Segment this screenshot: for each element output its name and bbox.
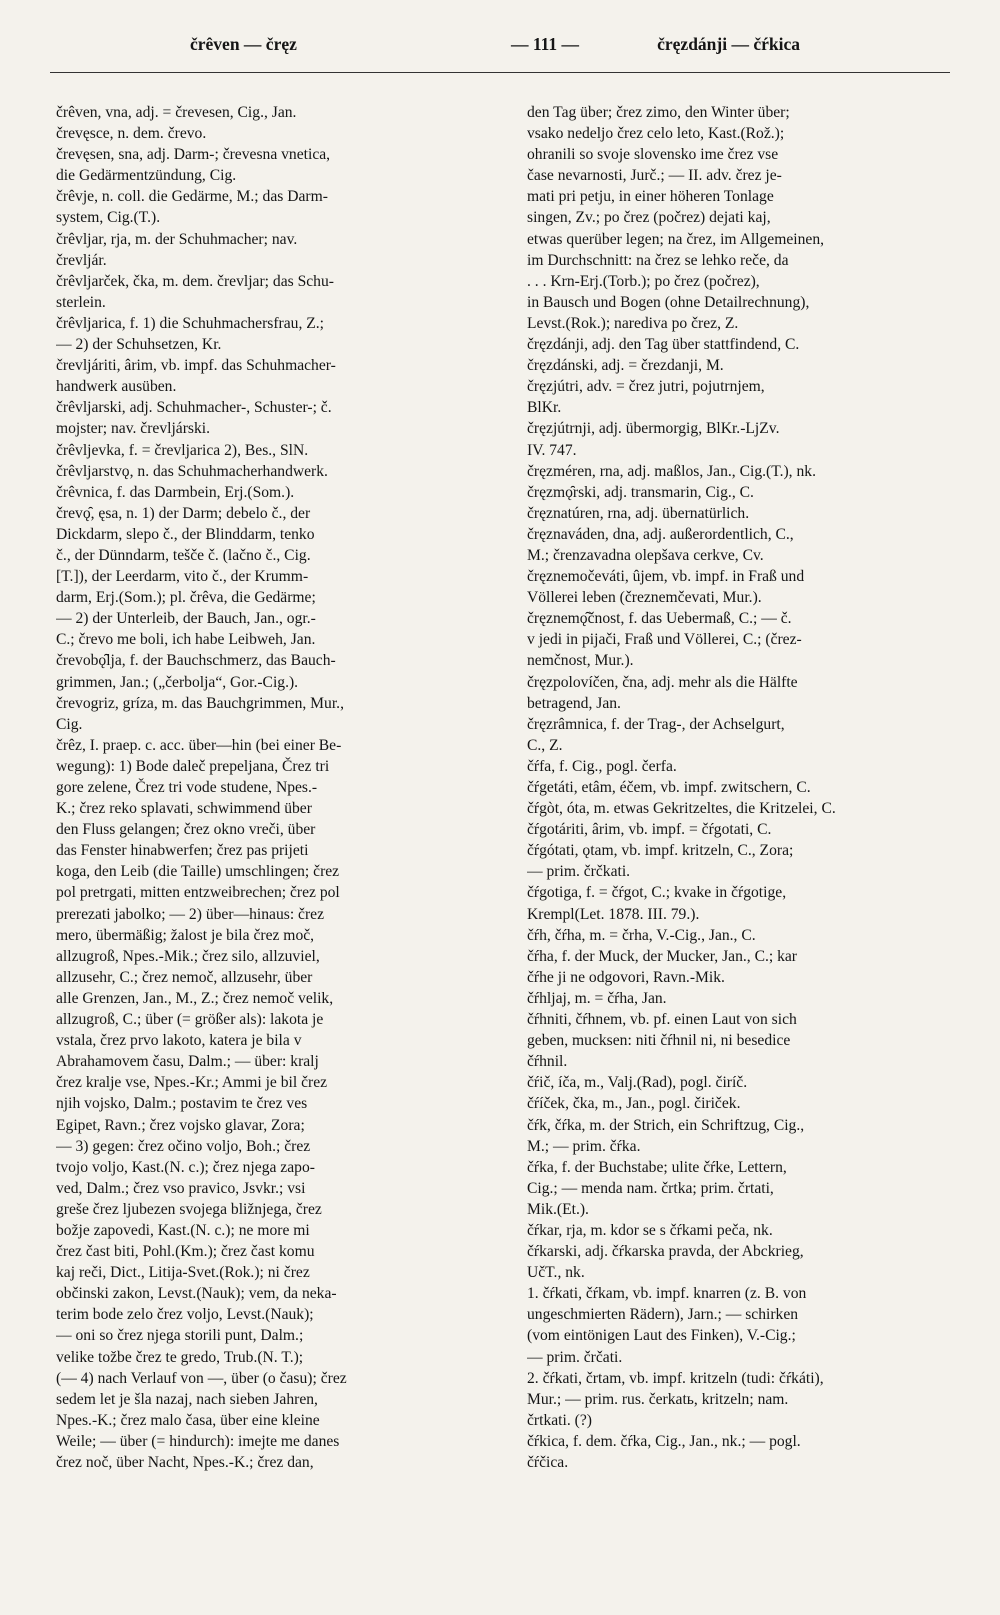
text-line: črêvnica, f. das Darmbein, Erj.(Som.). xyxy=(56,483,295,501)
text-line: Egipet, Ravn.; črez vojsko glavar, Zora; xyxy=(56,1116,305,1134)
text-line: — prim. črčati. xyxy=(527,1348,623,1366)
left-column xyxy=(56,102,491,1473)
text-line: čŕič, íča, m., Valj.(Rad), pogl. čiríč. xyxy=(527,1074,748,1092)
text-line: čŕk, čŕka, m. der Strich, ein Schriftzug, Cig., xyxy=(527,1116,805,1134)
text-line: njih vojsko, Dalm.; postavim te črez ves xyxy=(56,1095,308,1113)
text-line: singen, Zv.; po črez (počrez) dejati kaj, xyxy=(527,209,771,227)
text-line: čręzméren, rna, adj. maßlos, Jan., Cig.(T.), nk. xyxy=(527,462,816,480)
text-line: čŕkar, rja, m. kdor se s čŕkami peča, nk. xyxy=(527,1221,773,1239)
text-line: den Fluss gelangen; črez okno vreči, über xyxy=(56,821,316,839)
text-line: kaj reči, Dict., Litija-Svet.(Rok.); ni črez xyxy=(56,1264,310,1282)
text-line: črêvljar, rja, m. der Schuhmacher; nav. xyxy=(56,230,298,248)
text-line: C., Z. xyxy=(527,736,563,754)
text-line: čŕkica, f. dem. čŕka, Cig., Jan., nk.; — pogl. xyxy=(527,1432,801,1450)
text-line: čręzjútrnji, adj. übermorgig, BlKr.-LjZv. xyxy=(527,420,780,438)
text-line: čręznemočeváti, ûjem, vb. impf. in Fraß und xyxy=(527,568,805,586)
text-line: greše črez ljubezen svojega bližnjega, črez xyxy=(56,1200,322,1218)
text-line: č., der Dünndarm, tešče č. (lačno č., Cig. xyxy=(56,546,311,564)
text-line: BlKr. xyxy=(527,399,562,417)
text-line: čręzdánji, adj. den Tag über stattfindend, C. xyxy=(527,336,800,354)
text-line: allzusehr, C.; črez nemoč, allzusehr, über xyxy=(56,968,313,986)
text-line: IV. 747. xyxy=(527,441,577,459)
text-line: črêz, I. praep. c. acc. über—hin (bei einer Be- xyxy=(56,736,342,754)
text-line: črez noč, über Nacht, Npes.-K.; črez dan, xyxy=(56,1454,314,1471)
text-line: darm, Erj.(Som.); pl. črêva, die Gedärme; xyxy=(56,589,316,607)
text-line: črêvljarstvǫ, n. das Schuhmacherhandwerk. xyxy=(56,462,328,480)
text-line: das Fenster hinabwerfen; črez pas prijeti xyxy=(56,842,309,860)
text-line: (— 4) nach Verlauf von —, über (o času); črez xyxy=(56,1369,347,1387)
text-line: črevobǫ̑lja, f. der Bauchschmerz, das Bauch- xyxy=(56,652,336,670)
text-line: wegung): 1) Bode daleč prepeljana, Črez tri xyxy=(56,757,330,775)
text-line: Abrahamovem času, Dalm.; — über: kralj xyxy=(56,1053,319,1071)
text-line: črevogriz, gríza, m. das Bauchgrimmen, Mur., xyxy=(56,694,344,712)
text-line: Npes.-K.; črez malo časa, über eine kleine xyxy=(56,1411,320,1429)
text-line: čręznatúren, rna, adj. übernatürlich. xyxy=(527,504,750,522)
text-line: betragend, Jan. xyxy=(527,694,621,712)
text-line: črêvljevka, f. = črevljarica 2), Bes., SlN. xyxy=(56,441,309,459)
text-line: Krempl(Let. 1878. III. 79.). xyxy=(527,905,700,923)
text-line: C.; črevo me boli, ich habe Leibweh, Jan. xyxy=(56,631,316,649)
text-line: koga, den Leib (die Taille) umschlingen; črez xyxy=(56,863,340,881)
text-line: vstala, črez prvo lakoto, katera je bila v xyxy=(56,1032,302,1050)
text-line: čręzpolovíčen, čna, adj. mehr als die Hälfte xyxy=(527,673,798,691)
header-right-guideword: čręzdánji — čŕkica xyxy=(657,34,800,54)
text-line: prerezati jabolko; — 2) über—hinaus: črez xyxy=(56,905,325,923)
text-line: (vom eintönigen Laut des Finken), V.-Cig.; xyxy=(527,1327,796,1345)
text-line: črêvljarski, adj. Schuhmacher-, Schuster-; č. xyxy=(56,399,332,417)
text-line: črêvljarček, čka, m. dem. črevljar; das Schu- xyxy=(56,272,334,290)
text-line: die Gedärmentzündung, Cig. xyxy=(56,167,237,185)
text-line: čŕíček, čka, m., Jan., pogl. čiriček. xyxy=(527,1095,741,1113)
text-line: v jedi in pijači, Fraß und Völlerei, C.; (črez- xyxy=(527,631,802,649)
text-line: Mur.; — prim. rus. čerkatь, kritzeln; nam. xyxy=(527,1390,789,1408)
text-line: čŕgetáti, etâm, éčem, vb. impf. zwitschern, C. xyxy=(527,779,811,796)
text-line: [T.]), der Leerdarm, vito č., der Krumm- xyxy=(56,568,309,586)
text-line: čase nevarnosti, Jurč.; — II. adv. črez je- xyxy=(527,167,782,185)
text-line: allzugroß, C.; über (= größer als): lakota je xyxy=(56,1011,324,1029)
text-line: čŕgòt, óta, m. etwas Gekritzeltes, die Kritzelei, C. xyxy=(527,800,836,818)
text-line: čŕčica. xyxy=(527,1454,569,1471)
text-line: Mik.(Et.). xyxy=(527,1200,589,1218)
text-line: čręzrâmnica, f. der Trag-, der Achselgurt, xyxy=(527,715,785,733)
text-line: čręzjútri, adv. = črez jutri, pojutrnjem, xyxy=(527,378,765,396)
text-line: čŕgótati, ǫtam, vb. impf. kritzeln, C., Zora; xyxy=(527,842,794,860)
text-line: — 2) der Unterleib, der Bauch, Jan., ogr.- xyxy=(56,610,316,628)
text-line: črêvljarica, f. 1) die Schuhmachersfrau, Z.; xyxy=(56,314,325,332)
text-line: — oni so črez njega storili punt, Dalm.; xyxy=(56,1327,304,1345)
text-line: allzugroß, Npes.-Mik.; črez silo, allzuviel, xyxy=(56,947,320,965)
text-line: čręznemǫ̑čnost, f. das Uebermaß, C.; — č. xyxy=(527,610,792,628)
text-line: čŕhljaj, m. = čŕha, Jan. xyxy=(527,989,667,1007)
text-line: čŕhnil. xyxy=(527,1053,568,1071)
text-line: mojster; nav. črevljárski. xyxy=(56,420,211,438)
text-line: vsako nedeljo črez celo leto, Kast.(Rož.); xyxy=(527,125,785,143)
text-line: gore zelene, Črez tri vode studene, Npes.- xyxy=(56,779,318,796)
header-rule xyxy=(50,72,950,73)
text-line: črez kralje vse, Npes.-Kr.; Ammi je bil črez xyxy=(56,1074,328,1092)
text-line: čręzdánski, adj. = črezdanji, M. xyxy=(527,357,724,375)
text-line: črevǫ̑, ęsa, n. 1) der Darm; debelo č., der xyxy=(56,504,311,522)
text-line: geben, mucksen: niti čŕhnil ni, ni besedice xyxy=(527,1032,791,1050)
text-line: den Tag über; črez zimo, den Winter über; xyxy=(527,104,790,121)
text-line: Cig. xyxy=(56,715,83,733)
text-line: božje zapovedi, Kast.(N. c.); ne more mi xyxy=(56,1221,310,1239)
text-line: Dickdarm, slepo č., der Blinddarm, tenko xyxy=(56,525,315,543)
text-line: 1. čŕkati, čŕkam, vb. impf. knarren (z. B. von xyxy=(527,1285,807,1303)
text-line: mero, übermäßig; žalost je bila črez moč, xyxy=(56,926,315,944)
text-line: M.; — prim. čŕka. xyxy=(527,1137,641,1155)
text-line: system, Cig.(T.). xyxy=(56,209,161,227)
text-line: K.; črez reko splavati, schwimmend über xyxy=(56,800,312,818)
text-line: Cig.; — menda nam. črtka; prim. črtati, xyxy=(527,1179,774,1197)
page-number: — 111 — xyxy=(510,34,580,54)
right-column xyxy=(527,102,962,1473)
text-line: . . . Krn-Erj.(Torb.); po črez (počrez), xyxy=(527,272,760,290)
text-line: čŕha, f. der Muck, der Mucker, Jan., C.; kar xyxy=(527,947,798,965)
text-line: črevęsce, n. dem. črevo. xyxy=(56,125,207,143)
text-line: črevljár. xyxy=(56,251,107,269)
text-line: čŕh, čŕha, m. = črha, V.-Cig., Jan., C. xyxy=(527,926,756,944)
text-line: Völlerei leben (čreznemčevati, Mur.). xyxy=(527,589,762,607)
text-line: M.; črenzavadna olepšava cerkve, Cv. xyxy=(527,546,764,564)
text-line: ungeschmierten Rädern), Jarn.; — schirken xyxy=(527,1306,799,1324)
text-line: čŕgotiga, f. = čŕgot, C.; kvake in čŕgotige, xyxy=(527,884,787,902)
text-line: alle Grenzen, Jan., M., Z.; črez nemoč velik, xyxy=(56,989,334,1007)
text-line: velike tožbe črez te gredo, Trub.(N. T.); xyxy=(56,1348,304,1366)
text-line: — 3) gegen: črez očino voljo, Boh.; črez xyxy=(56,1137,311,1155)
text-line: UčT., nk. xyxy=(527,1264,585,1282)
text-line: čręzmǫ̑rski, adj. transmarin, Cig., C. xyxy=(527,483,754,501)
text-line: Levst.(Rok.); narediva po črez, Z. xyxy=(527,314,739,332)
text-line: terim bode zelo črez voljo, Levst.(Nauk); xyxy=(56,1306,314,1324)
text-line: ohranili so svoje slovensko ime črez vse xyxy=(527,146,779,164)
text-line: čręznaváden, dna, adj. außerordentlich, C., xyxy=(527,525,794,543)
text-line: handwerk ausüben. xyxy=(56,378,177,396)
text-line: črêvje, n. coll. die Gedärme, M.; das Darm- xyxy=(56,188,328,206)
text-line: sedem let je šla nazaj, nach sieben Jahren, xyxy=(56,1390,318,1408)
text-line: čŕfa, f. Cig., pogl. čerfa. xyxy=(527,757,677,775)
text-line: im Durchschnitt: na črez se lehko reče, da xyxy=(527,251,789,269)
text-line: nemčnost, Mur.). xyxy=(527,652,634,670)
text-line: — 2) der Schuhsetzen, Kr. xyxy=(56,336,222,354)
text-line: črevljáriti, ârim, vb. impf. das Schuhmacher- xyxy=(56,357,336,375)
header-left-guideword: črêven — čręz xyxy=(190,34,297,54)
text-line: občinski zakon, Levst.(Nauk); vem, da neka- xyxy=(56,1285,337,1303)
text-line: ved, Dalm.; črez vso pravico, Jsvkr.; vsi xyxy=(56,1179,306,1197)
text-line: čŕhniti, čŕhnem, vb. pf. einen Laut von sich xyxy=(527,1011,797,1029)
text-line: in Bausch und Bogen (ohne Detailrechnung), xyxy=(527,293,810,311)
text-line: 2. čŕkati, črtam, vb. impf. kritzeln (tudi: čŕkáti), xyxy=(527,1369,824,1387)
text-line: grimmen, Jan.; („čerbolja“, Gor.-Cig.). xyxy=(56,673,299,691)
text-line: čŕhe ji ne odgovori, Ravn.-Mik. xyxy=(527,968,725,986)
text-line: čŕgotáriti, ârim, vb. impf. = čŕgotati, C. xyxy=(527,821,772,839)
text-line: Weile; — über (= hindurch): imejte me danes xyxy=(56,1432,340,1450)
text-line: črtkati. (?) xyxy=(527,1411,592,1429)
text-line: — prim. črčkati. xyxy=(527,863,631,881)
text-line: črêven, vna, adj. = črevesen, Cig., Jan. xyxy=(56,104,297,121)
text-line: tvojo voljo, Kast.(N. c.); črez njega zapo- xyxy=(56,1158,315,1176)
text-line: pol pretrgati, mitten entzweibrechen; črez pol xyxy=(56,884,340,902)
text-line: čŕka, f. der Buchstabe; ulite čŕke, Lettern, xyxy=(527,1158,787,1176)
text-line: črez čast biti, Pohl.(Km.); črez čast komu xyxy=(56,1243,315,1261)
text-line: mati pri petju, in einer höheren Tonlage xyxy=(527,188,774,206)
text-line: etwas querüber legen; na črez, im Allgemeinen, xyxy=(527,230,825,248)
text-line: čŕkarski, adj. čŕkarska pravda, der Abckrieg, xyxy=(527,1243,804,1261)
running-header xyxy=(50,34,950,60)
text-line: črevęsen, sna, adj. Darm-; črevesna vnetica, xyxy=(56,146,331,164)
text-line: sterlein. xyxy=(56,293,106,311)
